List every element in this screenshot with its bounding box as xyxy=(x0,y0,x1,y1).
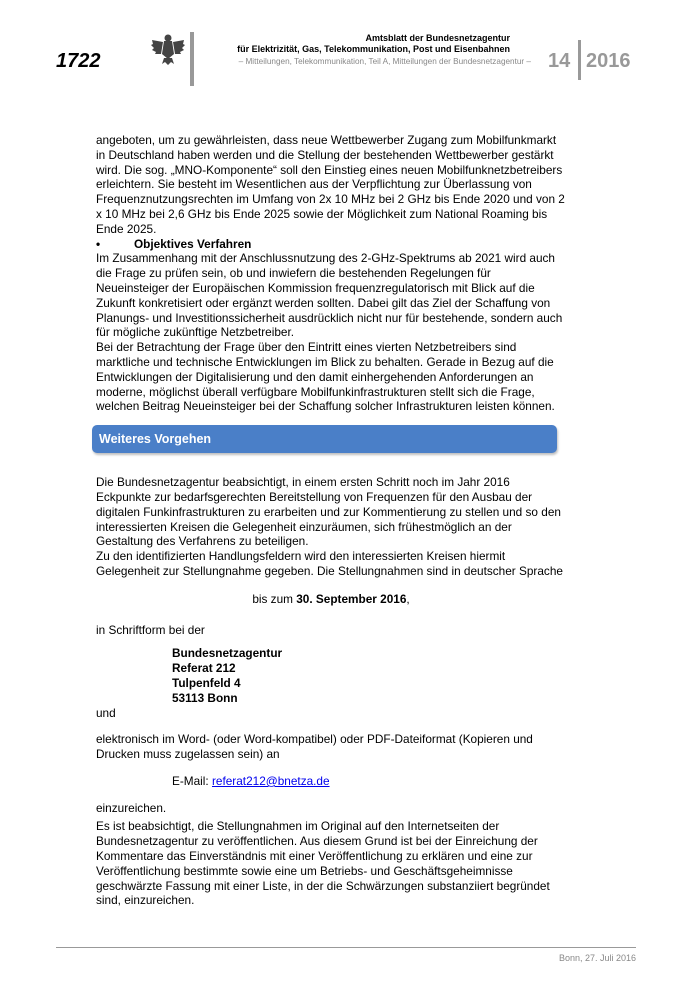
section-heading-box xyxy=(92,425,557,453)
journal-title xyxy=(200,33,510,55)
paragraph-fourth-operator: Bei der Betrachtung der Frage über den Eintritt eines vierten Netzbetreibers sind marktliche und technische Entwicklungen im Blick zu behalten. Gerade in Bezug auf die Entwicklungen der Digitalisierung und den damit einhergehenden Anforderungen an moderne, möglichst überall verfügbare Mobilfunkinfrastrukturen stellt sich die Frage, welchen Beitrag Neueinsteiger bei der Schaffung solcher Infrastrukturen leisten können. xyxy=(96,340,555,414)
federal-eagle-icon xyxy=(150,32,186,66)
paragraph-plan: Die Bundesnetzagentur beabsichtigt, in einem ersten Schritt noch im Jahr 2016 Eckpunkte zur bedarfsgerechten Bereitstellung von Frequenzen für den Ausbau der digitalen Funkinfrastrukturen zu erarbeiten und zur Kommentierung zu stellen und so den interessierten Kreisen die Gelegenheit einzuräumen, sich frühestmöglich an der Gestaltung des Verfahrens zu beteiligen. xyxy=(96,475,561,549)
email-link[interactable]: referat212@bnetza.de xyxy=(211,773,330,788)
section-heading: Weiteres Vorgehen xyxy=(99,432,212,447)
submit-text: einzureichen. xyxy=(96,800,167,815)
bullet-symbol: • xyxy=(96,236,101,251)
paragraph-intro: angeboten, um zu gewährleisten, dass neue Wettbewerber Zugang zum Mobilfunkmarkt in Deutschland haben werden und die Stellung der bestehenden Wettbewerber gestärkt wird. Die sog. „MNO-Komponente“ soll den Einstieg eines neuen Mobilfunknetzbetreibers erleichtern. Sie besteht im Wesentlichen aus der Verpflichtung zur Überlassung von Frequenznutzungsrechten im Umfang von 2x 10 MHz bei 2 GHz bis Ende 2020 und von 2 x 10 MHz bei 2,6 GHz bis Ende 2025 sowie der Möglichkeit zum National Roaming bis Ende 2025. xyxy=(96,133,565,236)
deadline-date: 30. September 2016 xyxy=(296,591,407,606)
footer-date: Bonn, 27. Juli 2016 xyxy=(558,953,636,963)
journal-subtitle: – Mitteilungen, Telekommunikation, Teil A, Mitteilungen der Bundesnetzagentur – xyxy=(238,57,531,66)
footer-divider xyxy=(56,947,636,948)
postal-address xyxy=(172,646,566,705)
bullet-heading-text: Objektives Verfahren xyxy=(134,236,252,251)
paragraph-publication: Es ist beabsichtigt, die Stellungnahmen im Original auf den Internetseiten der Bundesnetzagentur zu veröffentlichen. Aus diesem Grund ist bei der Einreichung der Kommentare das Einverständnis mit einer Veröffentlichung zu erklären und eine zur Veröffentlichung bestimmte sowie eine um Betriebs- und Geschäftsgeheimnisse geschwärzte Fassung mit einer Liste, in der die Schwärzungen substanziiert begründet sind, einzureichen. xyxy=(96,819,550,908)
issue-year: 2016 xyxy=(586,50,631,72)
journal-title-line1: Amtsblatt der Bundesnetzagentur xyxy=(365,33,510,43)
deadline-suffix: , xyxy=(406,591,410,606)
address-line: Referat 212 xyxy=(172,661,236,676)
header-divider xyxy=(190,32,194,86)
journal-title-line2: für Elektrizität, Gas, Telekommunikation, Post und Eisenbahnen xyxy=(237,44,510,54)
page-number: 1722 xyxy=(56,50,101,72)
deadline-prefix: bis zum xyxy=(252,591,297,606)
bullet-heading xyxy=(96,237,566,252)
and-text: und xyxy=(96,705,116,720)
issue-number: 14 xyxy=(548,50,571,72)
electronic-text: elektronisch im Word- (oder Word-kompatibel) oder PDF-Dateiformat (Kopieren und Drucken muss zugelassen sein) an xyxy=(96,732,533,762)
deadline-line xyxy=(96,592,566,607)
address-line: Tulpenfeld 4 xyxy=(172,675,241,690)
paragraph-consultation: Zu den identifizierten Handlungsfeldern wird den interessierten Kreisen hiermit Gelegenheit zur Stellungnahme gegeben. Die Stellungnahmen sind in deutscher Sprache xyxy=(96,549,563,578)
address-line: 53113 Bonn xyxy=(172,690,238,705)
document-body xyxy=(96,133,566,908)
address-line: Bundesnetzagentur xyxy=(172,646,283,661)
email-label: E-Mail: xyxy=(172,773,212,788)
email-line xyxy=(172,774,566,789)
written-form-text: in Schriftform bei der xyxy=(96,622,205,637)
issue-divider xyxy=(578,40,581,80)
paragraph-objective: Im Zusammenhang mit der Anschlussnutzung des 2-GHz-Spektrums ab 2021 wird auch die Frage zu prüfen sein, ob und inwiefern die bestehenden Regelungen für Neueinsteiger der Europäischen Kommission frequenzregulatorisch mit Blick auf die Zukunft konkretisiert oder ergänzt werden sollten. Dabei gilt das Ziel der Schaffung von Planungs- und Investitionssicherheit ausdrücklich nicht nur für bestehende, sondern auch für mögliche zukünftige Netzbetreiber. xyxy=(96,251,563,340)
